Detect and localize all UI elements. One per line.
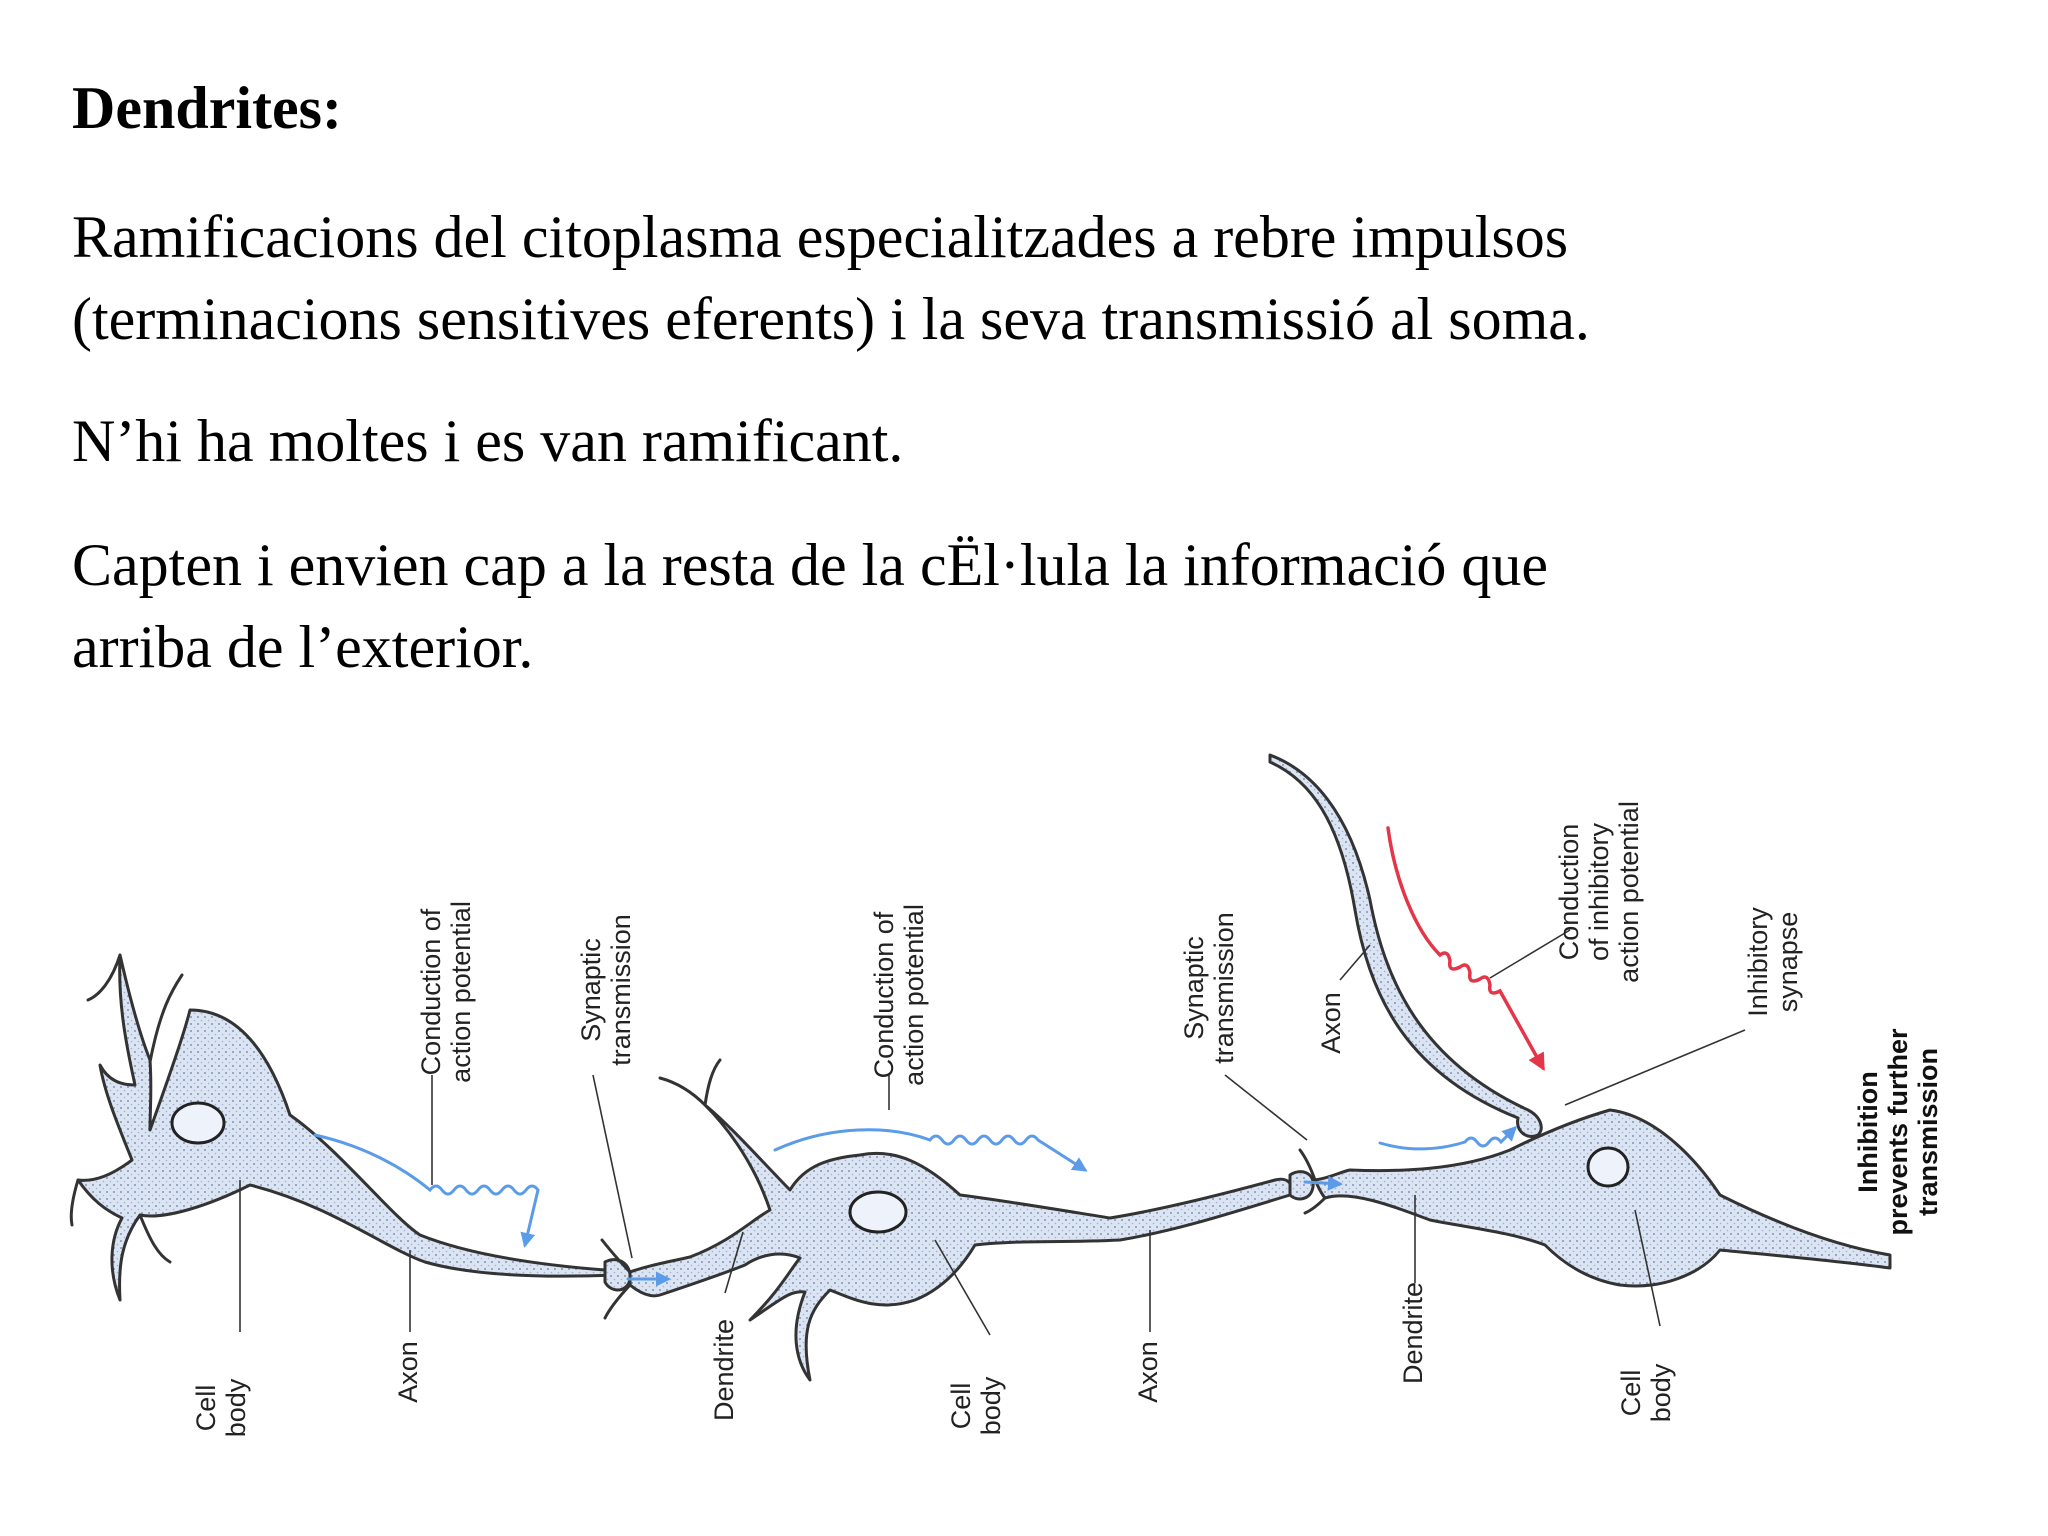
action-potential-arrow-3 — [1380, 1128, 1515, 1149]
label-line: Dendrite — [1398, 1281, 1428, 1385]
label-line: body — [221, 1378, 251, 1438]
label-inhibition-note — [1853, 1028, 1943, 1236]
label-line: Axon — [1316, 992, 1346, 1054]
label-cell-body-4 — [1616, 1363, 1676, 1422]
neuron-2-dendrite-branch — [660, 1060, 720, 1105]
label-axon-1 — [393, 1341, 423, 1403]
label-line: transmission — [1913, 1047, 1943, 1217]
label-cell-body-2 — [946, 1376, 1006, 1435]
label-dendrite-2 — [709, 1319, 739, 1421]
diagram-labels — [191, 801, 1943, 1437]
label-synaptic-1 — [576, 914, 636, 1066]
paragraph-line: N’hi ha moltes i es van ramificant. — [72, 408, 904, 474]
label-line: body — [976, 1376, 1006, 1436]
synaptic-arrow-2 — [1305, 1182, 1340, 1184]
label-line: action potential — [446, 901, 476, 1083]
slide-title: Dendrites: — [72, 75, 342, 141]
label-conduction-1 — [416, 901, 476, 1083]
neuron-1 — [71, 955, 630, 1300]
leader-inhibitory-synapse — [1565, 1030, 1745, 1105]
label-line: prevents further — [1883, 1028, 1913, 1236]
label-line: Axon — [393, 1341, 423, 1403]
neuron-4-cell-body — [1315, 1110, 1890, 1286]
neuron-1-nucleus — [172, 1103, 224, 1143]
label-line: Conduction of — [416, 908, 446, 1076]
paragraph-quantity — [72, 400, 903, 482]
label-line: Synaptic — [1179, 936, 1209, 1040]
label-line: action potential — [899, 904, 929, 1086]
neuron-1-cell-body — [78, 955, 615, 1300]
leader-axon-3 — [1340, 945, 1370, 980]
label-line: Inhibition — [1853, 1071, 1883, 1193]
paragraph-line: Ramificacions del citoplasma especialitzades a rebre impulsos — [72, 204, 1569, 270]
label-conduction-2 — [869, 904, 929, 1086]
neuron-2-nucleus — [850, 1192, 906, 1232]
label-inhibitory-synapse — [1743, 907, 1803, 1017]
label-line: Inhibitory — [1743, 907, 1773, 1017]
paragraph-function — [72, 524, 1548, 688]
inhibitory-neuron-axon — [1270, 755, 1541, 1136]
label-line: Cell — [1616, 1369, 1646, 1417]
label-line: Cell — [191, 1384, 221, 1432]
leader-synaptic-1 — [593, 1075, 632, 1258]
paragraph-line: Capten i envien cap a la resta de la cËl·lula la informació que — [72, 532, 1549, 598]
label-line: Cell — [946, 1382, 976, 1430]
label-line: synapse — [1773, 911, 1803, 1013]
label-line: Synaptic — [576, 938, 606, 1042]
label-cell-body-1 — [191, 1378, 251, 1437]
paragraph-line: arriba de l’exterior. — [72, 614, 534, 680]
label-line: Conduction of — [869, 911, 899, 1079]
leader-synaptic-2 — [1225, 1075, 1307, 1140]
neuron-2-axon-terminal — [1290, 1172, 1313, 1199]
label-line: of inhibitory — [1584, 822, 1614, 962]
paragraph-line: (terminacions sensitives eferents) i la seva transmissió al soma. — [72, 286, 1590, 352]
label-line: transmission — [1209, 912, 1239, 1064]
neuron-4-nucleus — [1588, 1148, 1628, 1186]
label-axon-2 — [1133, 1341, 1163, 1403]
label-line: Dendrite — [709, 1318, 739, 1422]
neuron-4 — [1300, 1110, 1890, 1286]
label-line: body — [1646, 1363, 1676, 1423]
label-line: transmission — [606, 914, 636, 1066]
label-line: Conduction — [1554, 823, 1584, 961]
paragraph-definition — [72, 196, 1590, 360]
label-conduction-inhibitory — [1554, 801, 1644, 983]
neuron-1-axon-terminal — [605, 1260, 630, 1290]
label-synaptic-2 — [1179, 912, 1239, 1064]
neuron-chain-diagram — [0, 730, 2048, 1536]
label-dendrite-4 — [1398, 1282, 1428, 1384]
label-line: action potential — [1614, 801, 1644, 983]
label-axon-3 — [1316, 992, 1346, 1054]
label-line: Axon — [1133, 1341, 1163, 1403]
inhibitory-axon — [1270, 755, 1541, 1136]
